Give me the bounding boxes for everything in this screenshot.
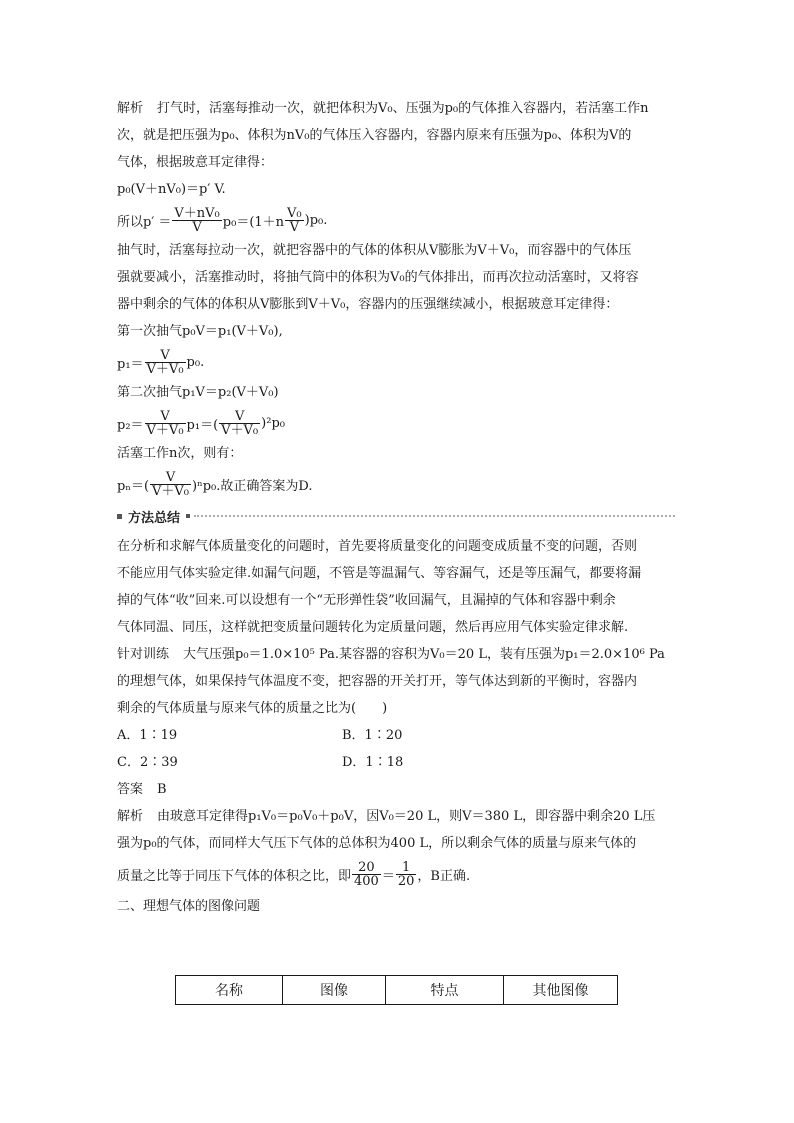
n-times-line: 活塞工作n次，则有： — [117, 446, 243, 461]
fraction: $\frac{V}{\text{V＋V₀}}$ — [146, 408, 184, 438]
gas-graph-table — [175, 975, 618, 1005]
fraction: $\frac{\text{V＋nV₀}}{V}$ — [174, 205, 220, 235]
training-line-3: 剩余的气体质量与原来气体的质量之比为( ) — [117, 701, 388, 716]
option-a: A．1∶19 — [117, 728, 178, 743]
formula-pump-result: 所以p′ ＝ $\frac{\text{V＋nV₀}}{V}$ p₀＝(1＋n $\frac{\text{V₀}}{V}$ )p₀. — [117, 205, 328, 235]
analysis2-line-2: 强为p₀的气体，而同样大气压下气体的总体积为400 L，所以剩余气体的质量与原来气体的 — [117, 836, 637, 851]
extraction-line-2: 强就要减小，活塞推动时，将抽气筒中的体积为V₀的气体排出，而再次拉动活塞时，又将容 — [117, 270, 639, 285]
analysis-line-2: 次，就是把压强为p₀、体积为nV₀的气体压入容器内，容器内原来有压强为p₀、体积为V的 — [117, 128, 632, 143]
extraction-line-1: 抽气时，活塞每拉动一次，就把容器中的气体的体积从V膨胀为V＋V₀，而容器中的气体压 — [117, 243, 632, 258]
square-bullet-icon — [186, 514, 190, 518]
method-summary-header — [117, 503, 679, 529]
second-extraction-line: 第二次抽气p₁V＝p₂(V＋V₀) — [117, 385, 279, 400]
fraction: $\frac{V}{\text{V＋V₀}}$ — [221, 408, 259, 438]
table-header-graph: 图像 — [283, 976, 386, 1005]
analysis2-label: 解析 — [117, 809, 144, 824]
method-line-4: 气体同温、同压，这样就把变质量问题转化为定质量问题，然后再应用气体实验定律求解. — [117, 620, 629, 635]
method-line-1: 在分析和求解气体质量变化的问题时，首先要将质量变化的问题变成质量不变的问题，否则 — [117, 539, 638, 554]
fraction: $\frac{1}{20}$ — [397, 859, 415, 889]
method-line-3: 掉的气体“收”回来.可以设想有一个“无形弹性袋”收回漏气，且漏掉的气体和容器中剩余 — [117, 593, 616, 608]
training-line-2: 的理想气体，如果保持气体温度不变，把容器的开关打开，等气体达到新的平衡时，容器内 — [117, 674, 638, 689]
option-b: B．1∶20 — [342, 728, 403, 743]
table-header-row — [176, 976, 618, 1005]
analysis-line-3: 气体，根据玻意耳定律得： — [117, 155, 274, 170]
formula-p2: p₂＝ $\frac{V}{\text{V＋V₀}}$ p₁＝( $\frac{V}{\text{V＋V₀}}$ )²p₀ — [117, 408, 285, 438]
options-row-2 — [117, 749, 679, 776]
equation-boyle: p₀(V＋nV₀)＝p′ V. — [117, 182, 226, 197]
dotted-divider — [194, 515, 675, 517]
square-bullet-icon — [117, 514, 122, 519]
section-heading: 二、理想气体的图像问题 — [117, 899, 261, 914]
analysis-line-1: 解析 打气时，活塞每推动一次，就把体积为V₀、压强为p₀的气体推入容器内，若活塞工作n — [117, 101, 649, 116]
table-header-other-graph: 其他图像 — [504, 976, 618, 1005]
extraction-line-3: 器中剩余的气体的体积从V膨胀到V＋V₀，容器内的压强继续减小，根据玻意耳定律得： — [117, 297, 619, 312]
table-header-feature: 特点 — [386, 976, 504, 1005]
fraction: $\frac{V}{\text{V＋V₀}}$ — [146, 347, 184, 377]
answer-label: 答案 — [117, 782, 144, 797]
answer-value: B — [157, 782, 167, 797]
analysis2-line-1: 解析 由玻意耳定律得p₁V₀＝p₀V₀＋p₀V，因V₀＝20 L，则V＝380 L，即容器中剩余20 L压 — [117, 809, 656, 824]
option-c: C．2∶39 — [117, 755, 178, 770]
options-row-1 — [117, 722, 679, 749]
fraction: $\frac{V}{\text{V＋V₀}}$ — [152, 469, 190, 499]
formula-pn: pₙ＝( $\frac{V}{\text{V＋V₀}}$ )ⁿp₀.故正确答案为D. — [117, 469, 313, 499]
formula-mass-ratio: 质量之比等于同压下气体的体积之比，即 $\frac{20}{400}$ ＝ $\frac{1}{20}$ ，B正确. — [117, 859, 471, 889]
fraction: $\frac{20}{400}$ — [354, 859, 379, 889]
answer-line — [117, 776, 679, 803]
method-summary-title: 方法总结 — [128, 510, 181, 526]
training-line-1: 针对训练 大气压强p₀＝1.0×10⁵ Pa.某容器的容积为V₀＝20 L，装有压强为p₁＝2.0×10⁶ Pa — [117, 647, 665, 662]
analysis-label: 解析 — [117, 101, 144, 116]
fraction: $\frac{\text{V₀}}{V}$ — [287, 205, 302, 235]
first-extraction-line: 第一次抽气p₀V＝p₁(V＋V₀), — [117, 324, 283, 339]
option-d: D．1∶18 — [342, 755, 404, 770]
table-header-name: 名称 — [176, 976, 283, 1005]
method-line-2: 不能应用气体实验定律.如漏气问题，不管是等温漏气、等容漏气，还是等压漏气，都要将漏 — [117, 566, 642, 581]
content-column — [117, 95, 679, 920]
formula-p1: p₁＝ $\frac{V}{\text{V＋V₀}}$ p₀. — [117, 347, 205, 377]
training-label: 针对训练 — [117, 647, 170, 662]
